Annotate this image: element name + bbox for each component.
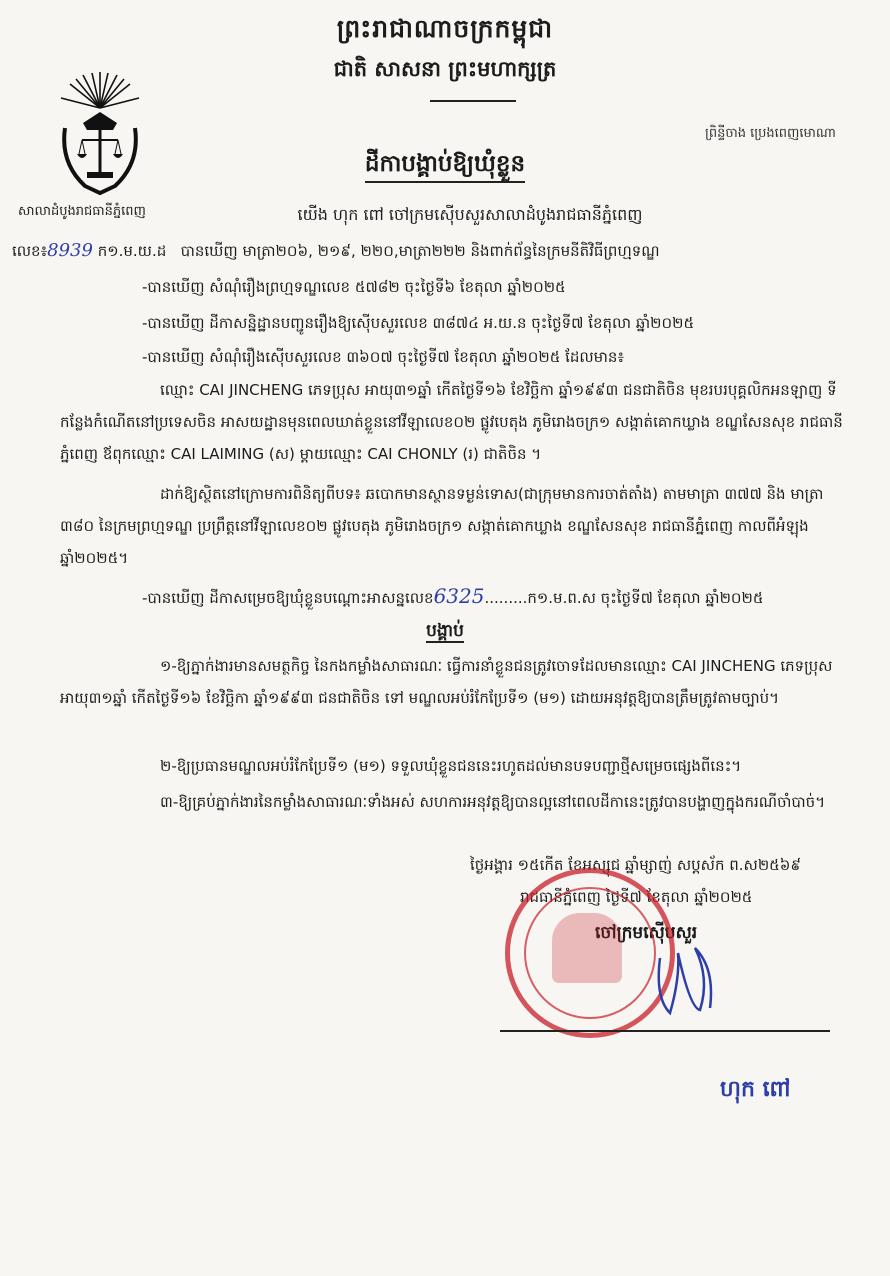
warrant-line: -បានឃើញ ដីកាសម្រេចឱ្យឃុំខ្លួនបណ្តោះអាសន្នលេខ6325.........ក១.ម.ព.ស ចុះថ្ងៃទី៧ ខែតុលា ឆ្នាំ២០២៥ (142, 584, 764, 608)
header-divider (430, 100, 516, 102)
consideration-2: -បានឃើញ ដីកាសន្និដ្ឋានបញ្ជូនរឿងឱ្យស៊ើបសួរលេខ ៣៨៧៤ អ.យ.ន ចុះថ្ងៃទី៧ ខែតុលា ឆ្នាំ២០២៥ (142, 314, 695, 332)
reference-number: 8939 (47, 240, 93, 261)
signer-title: ចៅក្រមស៊ើបសួរ (595, 923, 698, 943)
warrant-number: 6325 (433, 584, 485, 608)
signature-icon (650, 938, 720, 1023)
consideration-3: -បានឃើញ សំណុំរឿងស៊ើបសួរលេខ ៣៦០៧ ចុះថ្ងៃទី៧ ខែតុលា ឆ្នាំ២០២៥ ដែលមាន៖ (142, 348, 625, 366)
consideration-1: -បានឃើញ សំណុំរឿងព្រហ្មទណ្ឌលេខ ៥៧៨២ ចុះថ្ងៃទី៦ ខែតុលា ឆ្នាំ២០២៥ (142, 278, 566, 296)
national-motto: ជាតិ សាសនា ព្រះមហាក្សត្រ (333, 57, 557, 81)
kingdom-header: ព្រះរាជាណាចក្រកម្ពុជា (336, 14, 554, 43)
document-title: ដីកាបង្គាប់ឱ្យឃុំខ្លួន (0, 150, 890, 183)
signer-name: ហុក ពៅ (720, 1077, 791, 1102)
lunar-date: ថ្ងៃអង្គារ ១៥កើត ខែអស្សុជ ឆ្នាំម្សាញ់ សប្តស័ក ព.ស២៥៦៩ (470, 856, 802, 874)
seal-figure-icon (552, 913, 622, 983)
court-name: សាលាដំបូងរាជធានីភ្នំពេញ (18, 204, 146, 219)
signature-line (500, 1030, 830, 1032)
order-2: ២-ឱ្យប្រធានមណ្ឌលអប់រំកែប្រែទី១ (ម១) ទទួលឃុំខ្លួនជននេះរហូតដល់មានបទបញ្ជាថ្មីសម្រេចផ្សេងពីនេះ។ (160, 757, 742, 775)
charge-details: ដាក់ឱ្យស្ថិតនៅក្រោមការពិនិត្យពីបទ៖ ឆបោកមានស្ថានទម្ងន់ទោស(ជាក្រុមមានការចាត់តាំង) តាមមាត្រា ៣៧៧ និង មាត្រា ៣៨០ នៃក្រមព្រហ្មទណ្ឌ ប្រព្រឹត្តនៅវីឡាលេខ០២ ផ្លូវបេតុង ភូមិរោងចក្រ១ សង្កាត់គោកឃ្លាង ខណ្ឌសែនសុខ រាជធានីភ្នំពេញ កាលពីអំឡុងឆ្នាំ២០២៥។ (60, 485, 824, 567)
order-3: ៣-ឱ្យគ្រប់ភ្នាក់ងារនៃកម្លាំងសាធារណៈទាំងអស់ សហការអនុវត្តឱ្យបានល្អនៅពេលដីកានេះត្រូវបានបង្ហាញក្នុងករណីចាំបាច់។ (160, 793, 826, 811)
solar-date: រាជធានីភ្នំពេញ ថ្ងៃទី៧ ខែតុលា ឆ្នាំ២០២៥ (520, 888, 753, 906)
orders-title: បង្គាប់ (426, 621, 464, 641)
handwritten-note: ព្រិន្ទីចាង ប្រេងពេញមោណា (705, 126, 836, 141)
person-details: ឈ្មោះ CAI JINCHENG ភេទប្រុស អាយុ៣១ឆ្នាំ កើតថ្ងៃទី១៦ ខែវិច្ឆិកា ឆ្នាំ១៩៩៣ ជនជាតិចិន មុខរបរបុគ្គលិកអនឡាញ ទីកន្លែងកំណើតនៅប្រទេសចិន អាសយដ្ឋានមុនពេលឃាត់ខ្លួននៅវីឡាលេខ០២ ផ្លូវបេតុង ភូមិរោងចក្រ១ សង្កាត់គោកឃ្លាង ខណ្ឌសែនសុខ រាជធានីភ្នំពេញ ឪពុកឈ្មោះ CAI LAIMING (ស) ម្តាយឈ្មោះ CAI CHONLY (រ) ជាតិចិន ។ (60, 381, 843, 463)
order-1: ១-ឱ្យភ្នាក់ងារមានសមត្ថកិច្ច នៃកងកម្លាំងសាធារណៈ ធ្វើការនាំខ្លួនជនត្រូវចោទដែលមានឈ្មោះ CAI JINCHENG ភេទប្រុស អាយុ៣១ឆ្នាំ កើតថ្ងៃទី១៦ ខែវិច្ឆិកា ឆ្នាំ១៩៩៣ ជនជាតិចិន ទៅ មណ្ឌលអប់រំកែប្រែទី១ (ម១) ដោយអនុវត្តឱ្យបានត្រឹមត្រូវតាមច្បាប់។ (60, 657, 833, 707)
judge-intro: យើង ហុក ពៅ ចៅក្រមស៊ើបសួរសាលាដំបូងរាជធានីភ្នំពេញ (297, 205, 643, 224)
reference-line: លេខ៖8939 ក១.ម.យ.ដ បានឃើញ មាត្រា២០៦, ២១៩, ២២០,មាត្រា២២២ និងពាក់ព័ន្ធនៃក្រមនីតិវិធីព្រហ្មទណ្ឌ (12, 240, 660, 261)
